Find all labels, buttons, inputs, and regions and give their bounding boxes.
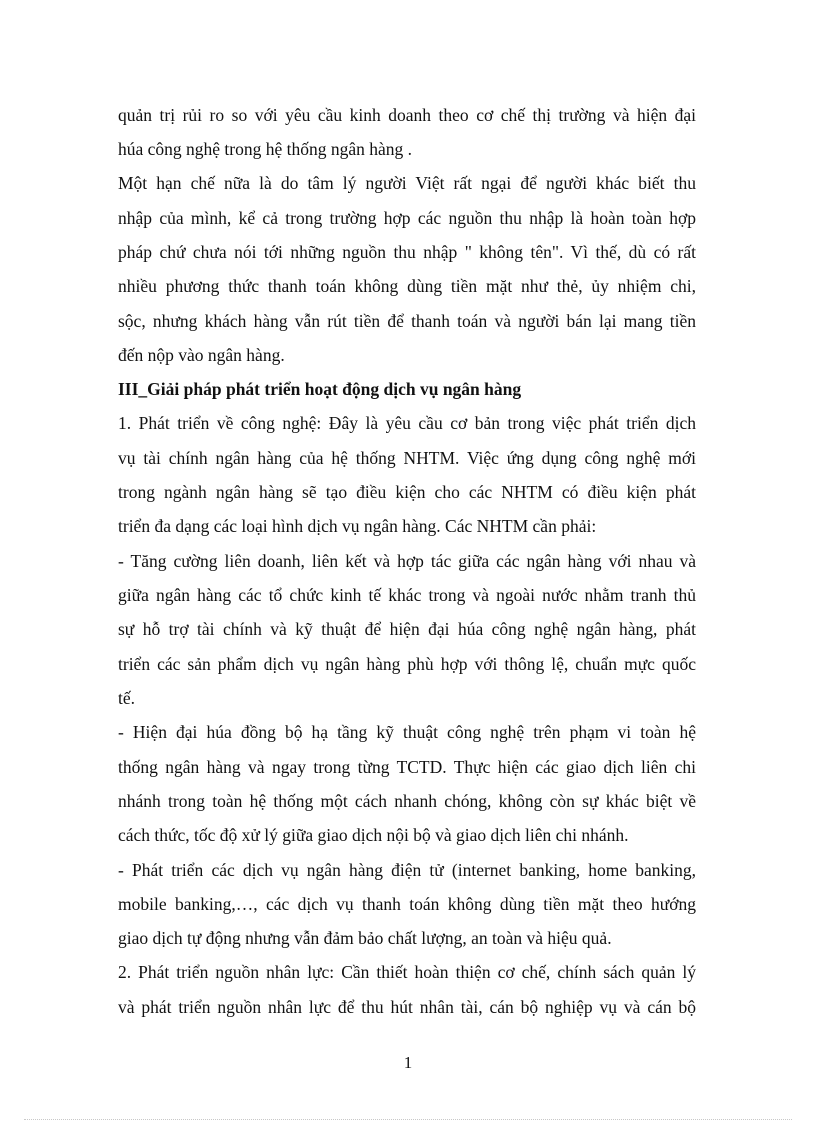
body-text-line: vụ tài chính ngân hàng của hệ thống NHTM. Việc ứng dụng công nghệ mới [118,448,696,468]
page-number: 1 [403,1053,413,1072]
body-text-line: trong ngành ngân hàng sẽ tạo điều kiện cho các NHTM có điều kiện phát [118,482,696,502]
page-bottom-divider [24,1119,792,1120]
body-text-line: sự hỗ trợ tài chính và kỹ thuật để hiện đại húa công nghệ ngân hàng, phát [118,619,696,639]
body-text-line: thống ngân hàng và ngay trong từng TCTD. Thực hiện các giao dịch liên chi [118,757,696,777]
body-text-line: mobile banking,…, các dịch vụ thanh toán không dùng tiền mặt theo hướng [118,894,696,914]
body-text-line: và phát triển nguồn nhân lực để thu hút nhân tài, cán bộ nghiệp vụ và cán bộ [118,997,696,1017]
body-text-line: sộc, nhưng khách hàng vẫn rút tiền để thanh toán và người bán lại mang tiền [118,311,696,331]
body-text-line: quản trị rủi ro so với yêu cầu kinh doanh theo cơ chế thị trường và hiện đại [118,105,696,125]
section-heading: III_Giải pháp phát triển hoạt động dịch vụ ngân hàng [118,379,522,399]
body-text-line: triển đa dạng các loại hình dịch vụ ngân hàng. Các NHTM cần phải: [118,516,597,536]
body-text-line: pháp chứ chưa nói tới những nguồn thu nhập " không tên". Vì thế, dù có rất [118,242,696,262]
body-text-line: 2. Phát triển nguồn nhân lực: Cần thiết hoàn thiện cơ chế, chính sách quản lý [118,962,696,982]
body-text-line: nhập của mình, kể cả trong trường hợp các nguồn thu nhập là hoàn toàn hợp [118,208,696,228]
body-text-line: giữa ngân hàng các tổ chức kinh tế khác trong và ngoài nước nhằm tranh thủ [118,585,696,605]
body-text-line: - Hiện đại húa đồng bộ hạ tầng kỹ thuật công nghệ trên phạm vi toàn hệ [118,722,696,742]
body-text-line: Một hạn chế nữa là do tâm lý người Việt rất ngại để người khác biết thu [118,173,696,193]
body-text-line: đến nộp vào ngân hàng. [118,345,285,365]
body-text-line: tế. [118,688,136,708]
body-text-line: - Tăng cường liên doanh, liên kết và hợp tác giữa các ngân hàng với nhau và [118,551,696,571]
body-text-line: triển các sản phẩm dịch vụ ngân hàng phù hợp với thông lệ, chuẩn mực quốc [118,654,696,674]
body-text-line: nhiều phương thức thanh toán không dùng tiền mặt như thẻ, ủy nhiệm chi, [118,276,696,296]
body-text-line: 1. Phát triển về công nghệ: Đây là yêu cầu cơ bản trong việc phát triển dịch [118,413,696,433]
body-text-line: cách thức, tốc độ xử lý giữa giao dịch nội bộ và giao dịch liên chi nhánh. [118,825,629,845]
body-text-line: giao dịch tự động nhưng vẫn đảm bảo chất lượng, an toàn và hiệu quả. [118,928,612,948]
body-text-line: húa công nghệ trong hệ thống ngân hàng . [118,139,413,159]
body-text-line: nhánh trong toàn hệ thống một cách nhanh chóng, không còn sự khác biệt về [118,791,696,811]
body-text-line: - Phát triển các dịch vụ ngân hàng điện tử (internet banking, home banking, [118,860,696,880]
